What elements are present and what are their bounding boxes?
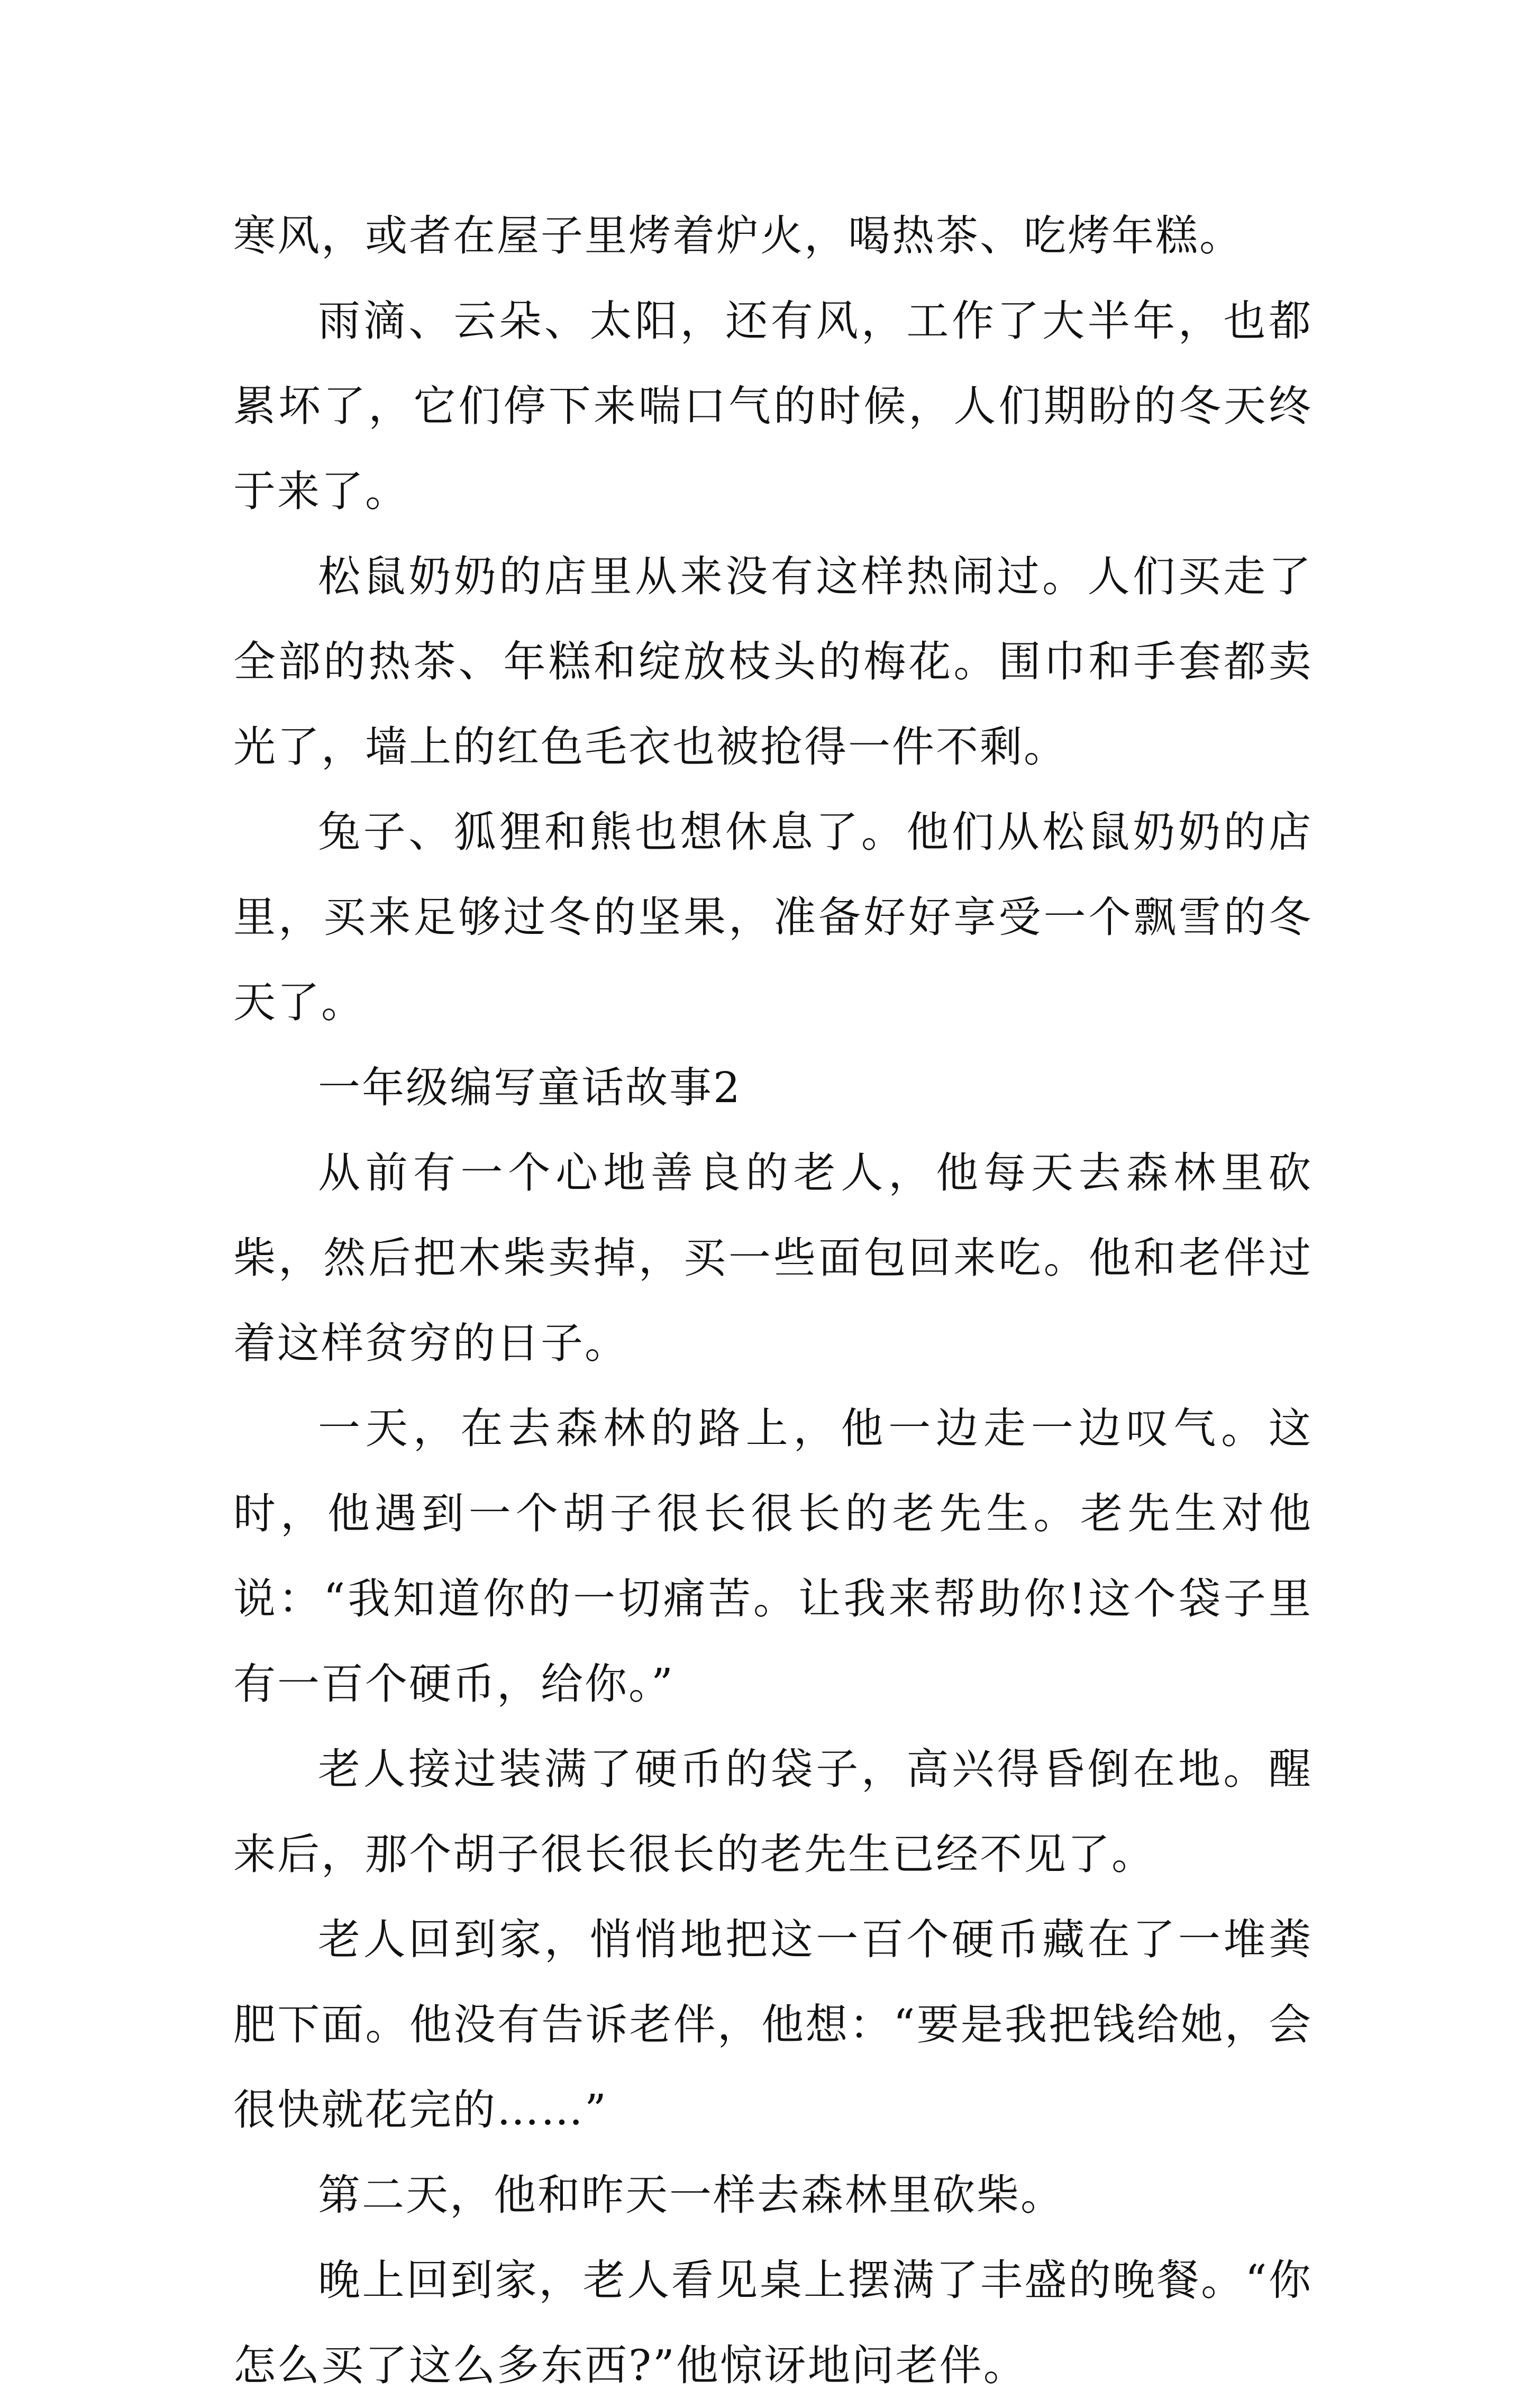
paragraph: 兔子、狐狸和熊也想休息了。他们从松鼠奶奶的店里，买来足够过冬的坚果，准备好好享受一个飘雪的冬天了。 — [233, 807, 1313, 1027]
paragraph: 一天，在去森林的路上，他一边走一边叹气。这时，他遇到一个胡子很长很长的老先生。老先生对他说：“我知道你的一切痛苦。让我来帮助你!这个袋子里有一百个硬币，给你。” — [233, 1404, 1313, 1709]
paragraph: 第二天，他和昨天一样去森林里砍柴。 — [318, 2170, 1064, 2220]
paragraph: 从前有一个心地善良的老人，他每天去森林里砍柴，然后把木柴卖掉，买一些面包回来吃。他和老伴过着这样贫穷的日子。 — [233, 1148, 1313, 1368]
paragraph: 老人回到家，悄悄地把这一百个硬币藏在了一堆粪肥下面。他没有告诉老伴，他想：“要是我把钱给她，会很快就花完的……” — [233, 1915, 1313, 2134]
document-body — [233, 193, 1313, 2408]
section-heading: 一年级编写童话故事2 — [318, 1063, 742, 1112]
paragraph: 雨滴、云朵、太阳，还有风，工作了大半年，也都累坏了，它们停下来喘口气的时候，人们期盼的冬天终于来了。 — [233, 296, 1313, 516]
paragraph: 松鼠奶奶的店里从来没有这样热闹过。人们买走了全部的热茶、年糕和绽放枝头的梅花。围巾和手套都卖光了，墙上的红色毛衣也被抢得一件不剩。 — [233, 552, 1313, 771]
paragraph: 老人接过装满了硬币的袋子，高兴得昏倒在地。醒来后，那个胡子很长很长的老先生已经不见了。 — [233, 1744, 1313, 1879]
paragraph: 晚上回到家，老人看见桌上摆满了丰盛的晚餐。“你怎么买了这么多东西?”他惊讶地问老伴。 — [233, 2256, 1313, 2390]
paragraph-continuation: 寒风，或者在屋子里烤着炉火，喝热茶、吃烤年糕。 — [233, 211, 1243, 260]
